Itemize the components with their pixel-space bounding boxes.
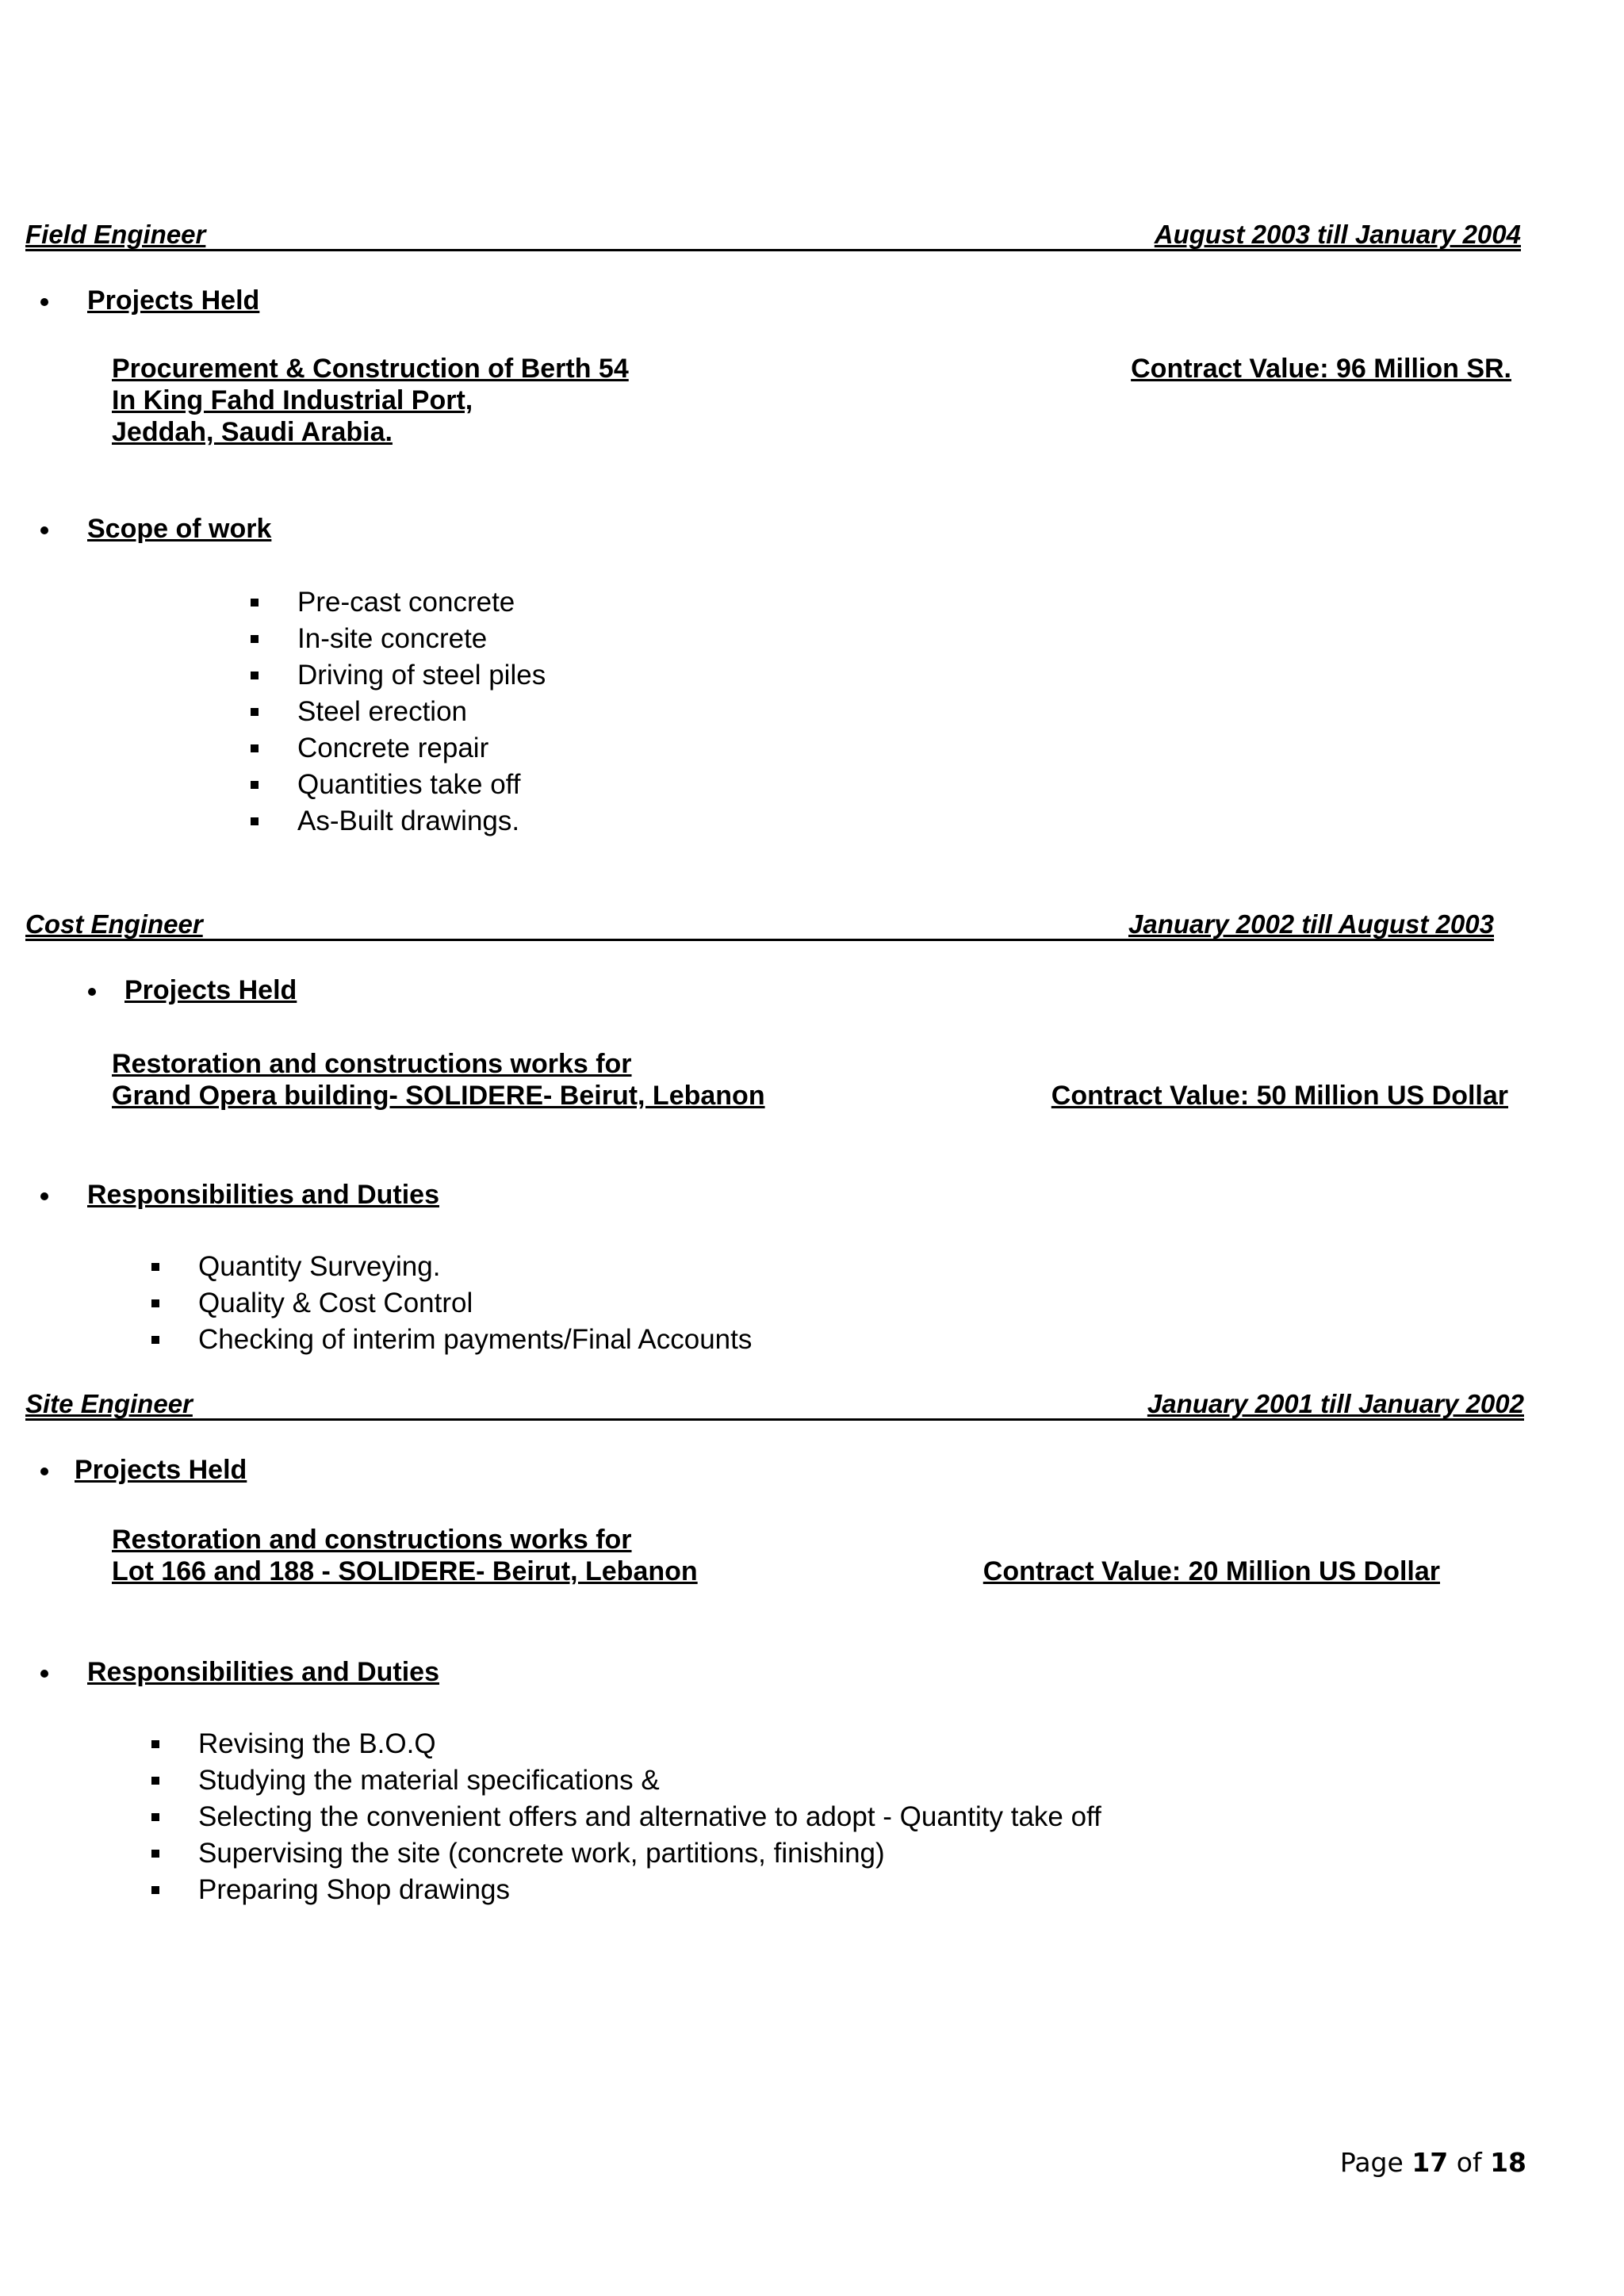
list-item: Supervising the site (concrete work, partitions, finishing)	[198, 1838, 885, 1869]
bullet-icon	[40, 298, 48, 306]
role-title: Field Engineer	[25, 220, 206, 249]
project-line: Procurement & Construction of Berth 54	[112, 354, 629, 384]
square-bullet-icon	[151, 1777, 159, 1785]
projects-held-heading: Projects Held	[75, 1455, 247, 1485]
contract-value: Contract Value: 96 Million SR.	[1131, 354, 1511, 384]
list-item: Quantities take off	[297, 769, 521, 800]
bullet-icon	[40, 526, 48, 534]
responsibilities-heading: Responsibilities and Duties	[87, 1657, 439, 1687]
role-title: Site Engineer	[25, 1389, 193, 1418]
page-footer	[1340, 2147, 1526, 2178]
list-item: In-site concrete	[297, 623, 488, 654]
project-line: Restoration and constructions works for	[112, 1049, 632, 1079]
role-title: Cost Engineer	[25, 909, 203, 939]
project-line: Jeddah, Saudi Arabia.	[112, 417, 393, 447]
square-bullet-icon	[151, 1299, 159, 1307]
square-bullet-icon	[151, 1850, 159, 1858]
square-bullet-icon	[251, 817, 259, 825]
role-dates: January 2001 till January 2002	[1147, 1389, 1524, 1418]
projects-held-heading: Projects Held	[87, 285, 260, 316]
list-item: Studying the material specifications &	[198, 1765, 660, 1796]
square-bullet-icon	[251, 708, 259, 716]
list-item: Pre-cast concrete	[297, 587, 515, 618]
list-item: Quality & Cost Control	[198, 1288, 473, 1318]
page-total: 18	[1490, 2147, 1526, 2178]
square-bullet-icon	[251, 635, 259, 643]
role-dates: January 2002 till August 2003	[1128, 909, 1494, 939]
scope-of-work-heading: Scope of work	[87, 514, 272, 544]
bullet-icon	[88, 988, 96, 996]
square-bullet-icon	[151, 1263, 159, 1271]
responsibilities-heading: Responsibilities and Duties	[87, 1180, 439, 1210]
list-item: Quantity Surveying.	[198, 1251, 441, 1282]
of-word: of	[1456, 2147, 1482, 2178]
project-line: Grand Opera building- SOLIDERE- Beirut, Lebanon	[112, 1081, 765, 1111]
page-number: 17	[1411, 2147, 1449, 2178]
square-bullet-icon	[251, 672, 259, 679]
list-item: Steel erection	[297, 696, 468, 727]
square-bullet-icon	[151, 1336, 159, 1344]
square-bullet-icon	[251, 599, 259, 607]
project-line: Lot 166 and 188 - SOLIDERE- Beirut, Lebanon	[112, 1556, 698, 1586]
bullet-icon	[40, 1468, 48, 1475]
list-item: Checking of interim payments/Final Accounts	[198, 1324, 753, 1355]
contract-value: Contract Value: 20 Million US Dollar	[982, 1556, 1440, 1586]
list-item: As-Built drawings.	[297, 806, 520, 836]
project-line: In King Fahd Industrial Port,	[112, 385, 473, 415]
list-item: Driving of steel piles	[297, 660, 546, 691]
square-bullet-icon	[151, 1886, 159, 1894]
list-item: Selecting the convenient offers and alternative to adopt - Quantity take off	[198, 1801, 1101, 1832]
role-dates: August 2003 till January 2004	[1154, 220, 1521, 249]
project-line: Restoration and constructions works for	[112, 1525, 632, 1555]
projects-held-heading: Projects Held	[124, 975, 297, 1005]
square-bullet-icon	[251, 744, 259, 752]
square-bullet-icon	[151, 1740, 159, 1748]
bullet-icon	[40, 1670, 48, 1678]
contract-value: Contract Value: 50 Million US Dollar	[1051, 1081, 1508, 1111]
list-item: Concrete repair	[297, 733, 489, 763]
page-word: Page	[1339, 2147, 1404, 2178]
bullet-icon	[40, 1192, 48, 1200]
square-bullet-icon	[151, 1813, 159, 1821]
list-item: Preparing Shop drawings	[198, 1874, 511, 1905]
square-bullet-icon	[251, 781, 259, 789]
list-item: Revising the B.O.Q	[198, 1728, 436, 1759]
